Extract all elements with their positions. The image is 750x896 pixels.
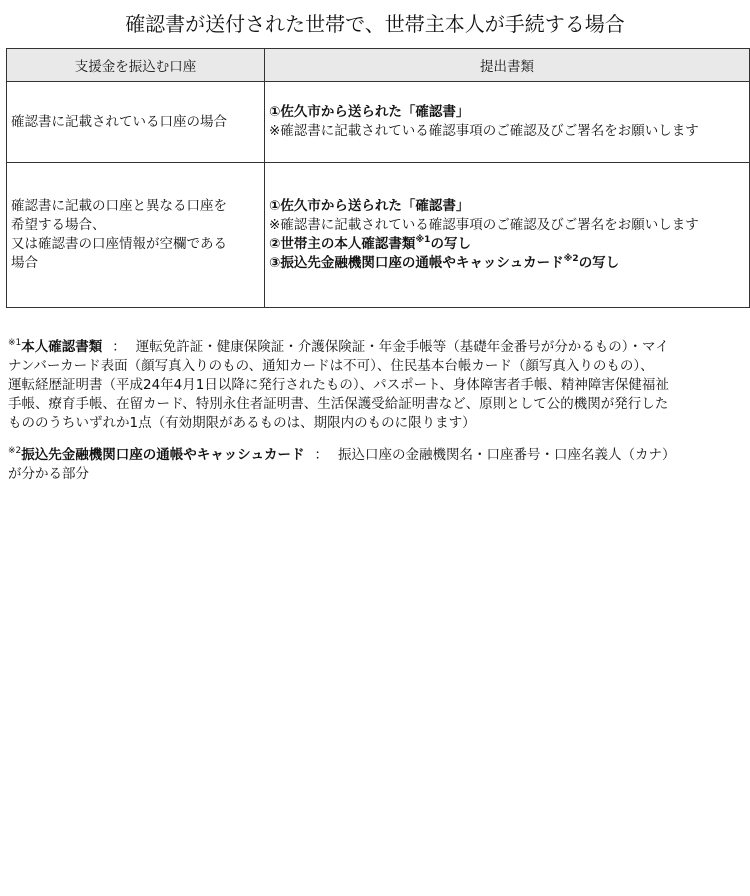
footnote-line bbox=[8, 338, 748, 357]
footnote-mark: ※2 bbox=[8, 445, 22, 456]
footnote-separator: ： bbox=[314, 447, 329, 463]
footnote-text: 振込口座の金融機関名・口座番号・口座名義人（カナ） bbox=[338, 447, 676, 463]
doc-note-signature: ※確認書に記載されている確認事項のご確認及びご署名をお願いします bbox=[269, 217, 699, 233]
footnote-line: 手帳、療育手帳、在留カード、特別永住者証明書、生活保護受給証明書など、原則として公的機関が発行した bbox=[8, 396, 669, 412]
account-label-line: 確認書に記載の口座と異なる口座を bbox=[11, 198, 227, 214]
doc-note-signature: ※確認書に記載されている確認事項のご確認及びご署名をお願いします bbox=[269, 123, 699, 139]
footnote-line: もののうちいずれか1点（有効期限があるものは、期限内のものに限ります） bbox=[8, 415, 476, 431]
footnote-id-documents bbox=[8, 338, 748, 433]
account-label: 確認書に記載されている口座の場合 bbox=[11, 113, 227, 130]
doc-item-id-copy bbox=[269, 235, 745, 254]
table-header-row bbox=[7, 49, 750, 82]
footnote-line: 運転経歴証明書（平成24年4月1日以降に発行されたもの）、パスポート、身体障害者手帳、精神障害保健福祉 bbox=[8, 377, 669, 393]
table-row bbox=[7, 82, 750, 163]
account-label-line: 場合 bbox=[11, 255, 38, 271]
column-header-documents: 提出書類 bbox=[265, 49, 750, 82]
documents-table bbox=[6, 48, 750, 308]
documents-cell bbox=[265, 163, 750, 308]
doc-item-bank-copy bbox=[269, 254, 745, 273]
documents-cell bbox=[265, 82, 750, 163]
doc-item-id-suffix: の写し bbox=[430, 236, 471, 252]
column-header-account: 支援金を振込む口座 bbox=[7, 49, 265, 82]
footnote-text: 運転免許証・健康保険証・介護保険証・年金手帳等（基礎年金番号が分かるもの）・マイ bbox=[135, 339, 669, 355]
doc-item-confirmation: ①佐久市から送られた「確認書」 bbox=[269, 198, 470, 214]
doc-item-bank-suffix: の写し bbox=[578, 255, 620, 271]
doc-item-id-text: ②世帯主の本人確認書類 bbox=[269, 236, 416, 252]
account-cell bbox=[7, 82, 265, 163]
footnote-ref-1: ※1 bbox=[415, 234, 431, 245]
account-label-line: 又は確認書の口座情報が空欄である bbox=[11, 236, 227, 252]
footnote-line bbox=[8, 446, 748, 465]
footnote-separator: ： bbox=[112, 339, 126, 355]
page-title: 確認書が送付された世帯で、世帯主本人が手続する場合 bbox=[125, 12, 625, 36]
doc-item-confirmation: ①佐久市から送られた「確認書」 bbox=[269, 104, 470, 120]
footnote-bank-documents bbox=[8, 446, 748, 484]
footnote-ref-2: ※2 bbox=[563, 253, 579, 264]
table-row bbox=[7, 163, 750, 308]
doc-item-bank-text: ③振込先金融機関口座の通帳やキャッシュカード bbox=[269, 255, 564, 271]
footnote-term: 振込先金融機関口座の通帳やキャッシュカード bbox=[21, 447, 305, 463]
footnote-mark: ※1 bbox=[8, 337, 22, 348]
footnote-term: 本人確認書類 bbox=[21, 339, 103, 355]
account-cell bbox=[7, 163, 265, 308]
footnote-line: が分かる部分 bbox=[8, 466, 89, 482]
footnote-line: ナンバーカード表面（顔写真入りのもの、通知カードは不可）、住民基本台帳カード（顔写真入りのもの）、 bbox=[8, 358, 654, 374]
account-label-line: 希望する場合、 bbox=[11, 217, 106, 233]
